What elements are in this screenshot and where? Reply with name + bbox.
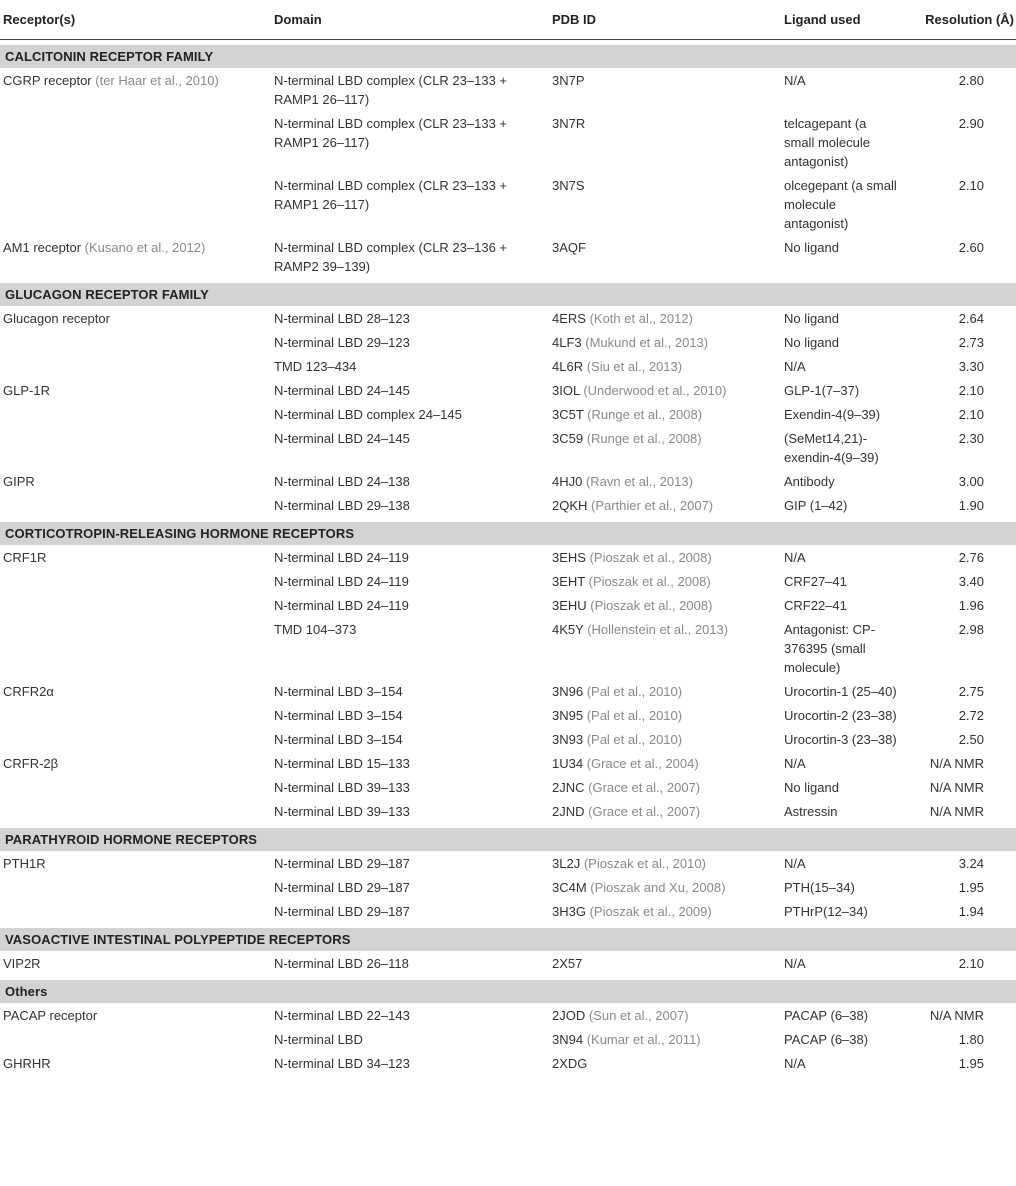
table-row: [0, 875, 1016, 899]
cell-receptor: [0, 71, 274, 90]
pdb-reference: (Kumar et al., 2011): [586, 1032, 701, 1047]
receptor-reference: (ter Haar et al., 2010): [95, 73, 219, 88]
table-row: [0, 951, 1016, 975]
pdb-id: 3N94: [552, 1032, 587, 1047]
table-row: [0, 569, 1016, 593]
cell-pdb-id: [552, 778, 784, 797]
cell-resolution: 2.98: [958, 622, 984, 637]
table-row: [0, 493, 1016, 517]
pdb-id: 3EHT: [552, 574, 589, 589]
receptor-name: PTH1R: [3, 856, 46, 871]
pdb-id: 4LF3: [552, 335, 586, 350]
cell-pdb-id: [552, 706, 784, 725]
section-header: GLUCAGON RECEPTOR FAMILY: [0, 283, 1016, 306]
cell-receptor: [0, 548, 274, 567]
cell-resolution: 2.30: [958, 431, 984, 446]
cell-domain: N-terminal LBD: [274, 1032, 363, 1047]
pdb-reference: (Underwood et al., 2010): [583, 383, 727, 398]
cell-domain: N-terminal LBD complex (CLR 23–133 + RAMP1 26–117): [274, 116, 508, 150]
pdb-id: 3N93: [552, 732, 587, 747]
cell-resolution: 3.30: [958, 359, 984, 374]
cell-ligand: N/A: [784, 956, 806, 971]
cell-pdb-id: [552, 309, 784, 328]
cell-ligand: N/A: [784, 73, 806, 88]
section-header: VASOACTIVE INTESTINAL POLYPEPTIDE RECEPTORS: [0, 928, 1016, 951]
table-row: [0, 851, 1016, 875]
pdb-reference: (Pioszak et al., 2010): [583, 856, 706, 871]
cell-pdb-id: [552, 472, 784, 491]
section-header: CORTICOTROPIN-RELEASING HORMONE RECEPTORS: [0, 522, 1016, 545]
cell-pdb-id: [552, 71, 784, 90]
cell-resolution: 2.75: [958, 684, 984, 699]
cell-pdb-id: [552, 572, 784, 591]
cell-receptor: [0, 954, 274, 973]
cell-ligand: olcegepant (a small molecule antagonist): [784, 178, 897, 231]
receptor-name: CRF1R: [3, 550, 47, 565]
cell-domain: N-terminal LBD 29–187: [274, 904, 410, 919]
cell-domain: N-terminal LBD 29–187: [274, 880, 410, 895]
cell-resolution: 2.50: [958, 732, 984, 747]
cell-resolution: 2.73: [958, 335, 984, 350]
cell-ligand: (SeMet14,21)-exendin-4(9–39): [784, 431, 879, 465]
pdb-reference: (Pioszak et al., 2008): [588, 574, 711, 589]
cell-ligand: PTH(15–34): [784, 880, 855, 895]
cell-pdb-id: [552, 854, 784, 873]
pdb-reference: (Mukund et al., 2013): [585, 335, 709, 350]
cell-domain: N-terminal LBD 29–123: [274, 335, 410, 350]
pdb-id: 4HJ0: [552, 474, 586, 489]
cell-ligand: PACAP (6–38): [784, 1032, 869, 1047]
pdb-reference: (Grace et al., 2004): [586, 756, 699, 771]
receptor-name: GHRHR: [3, 1056, 51, 1071]
cell-domain: N-terminal LBD complex (CLR 23–133 + RAMP1 26–117): [274, 73, 508, 107]
cell-domain: N-terminal LBD 24–145: [274, 431, 410, 446]
pdb-reference: (Runge et al., 2008): [587, 407, 703, 422]
cell-receptor: [0, 1006, 274, 1025]
cell-receptor: [0, 682, 274, 701]
cell-domain: TMD 123–434: [274, 359, 357, 374]
cell-pdb-id: [552, 1054, 784, 1073]
cell-domain: N-terminal LBD 24–138: [274, 474, 410, 489]
cell-ligand: N/A: [784, 756, 806, 771]
cell-domain: N-terminal LBD 39–133: [274, 804, 410, 819]
pdb-id: 2QKH: [552, 498, 592, 513]
cell-resolution: 1.90: [958, 498, 984, 513]
pdb-reference: (Pal et al., 2010): [586, 708, 683, 723]
pdb-reference: (Ravn et al., 2013): [585, 474, 693, 489]
table-row: [0, 306, 1016, 330]
cell-pdb-id: [552, 954, 784, 973]
cell-resolution: 3.40: [958, 574, 984, 589]
cell-resolution: 1.96: [958, 598, 984, 613]
cell-resolution: N/A NMR: [929, 780, 984, 795]
cell-ligand: CRF22–41: [784, 598, 847, 613]
receptor-name: AM1 receptor: [3, 240, 85, 255]
table-row: [0, 703, 1016, 727]
table-row: [0, 545, 1016, 569]
pdb-id: 3N7R: [552, 116, 586, 131]
section-header: CALCITONIN RECEPTOR FAMILY: [0, 45, 1016, 68]
cell-domain: N-terminal LBD 39–133: [274, 780, 410, 795]
pdb-id: 2JND: [552, 804, 589, 819]
pdb-id: 2XDG: [552, 1056, 588, 1071]
cell-resolution: 2.60: [958, 240, 984, 255]
cell-pdb-id: [552, 114, 784, 133]
table-row: [0, 1051, 1016, 1075]
pdb-reference: (Pal et al., 2010): [586, 732, 683, 747]
cell-resolution: 2.10: [958, 956, 984, 971]
pdb-reference: (Pioszak et al., 2009): [589, 904, 712, 919]
pdb-id: 3L2J: [552, 856, 584, 871]
cell-pdb-id: [552, 596, 784, 615]
cell-domain: N-terminal LBD 3–154: [274, 684, 403, 699]
pdb-id: 3N7P: [552, 73, 585, 88]
pdb-id: 1U34: [552, 756, 587, 771]
cell-pdb-id: [552, 902, 784, 921]
cell-ligand: Exendin-4(9–39): [784, 407, 881, 422]
table-row: [0, 330, 1016, 354]
pdb-reference: (Pioszak and Xu, 2008): [590, 880, 726, 895]
cell-pdb-id: [552, 381, 784, 400]
pdb-id: 3EHU: [552, 598, 591, 613]
cell-ligand: Urocortin-2 (23–38): [784, 708, 897, 723]
cell-resolution: N/A NMR: [929, 1008, 984, 1023]
cell-ligand: No ligand: [784, 311, 839, 326]
cell-pdb-id: [552, 357, 784, 376]
cell-domain: N-terminal LBD 29–187: [274, 856, 410, 871]
pdb-id: 3AQF: [552, 240, 586, 255]
table-row: [0, 235, 1016, 278]
cell-pdb-id: [552, 878, 784, 897]
cell-domain: N-terminal LBD 29–138: [274, 498, 410, 513]
cell-domain: N-terminal LBD 24–119: [274, 550, 409, 565]
pdb-reference: (Grace et al., 2007): [588, 804, 701, 819]
pdb-reference: (Sun et al., 2007): [588, 1008, 689, 1023]
cell-receptor: [0, 309, 274, 328]
cell-resolution: 3.00: [958, 474, 984, 489]
receptor-name: Glucagon receptor: [3, 311, 110, 326]
cell-pdb-id: [552, 620, 784, 639]
pdb-reference: (Pal et al., 2010): [586, 684, 683, 699]
cell-domain: N-terminal LBD 24–145: [274, 383, 410, 398]
pdb-id: 3N7S: [552, 178, 585, 193]
cell-pdb-id: [552, 496, 784, 515]
cell-resolution: 1.94: [958, 904, 984, 919]
header-receptor: Receptor(s): [3, 12, 76, 27]
cell-ligand: PACAP (6–38): [784, 1008, 869, 1023]
cell-receptor: [0, 381, 274, 400]
cell-ligand: Antagonist: CP-376395 (small molecule): [784, 622, 876, 675]
cell-domain: N-terminal LBD 24–119: [274, 574, 409, 589]
cell-receptor: [0, 1054, 274, 1073]
pdb-id: 3C5T: [552, 407, 588, 422]
cell-domain: N-terminal LBD 26–118: [274, 956, 409, 971]
cell-resolution: 2.10: [958, 383, 984, 398]
cell-domain: N-terminal LBD 15–133: [274, 756, 410, 771]
table-header: [0, 0, 1016, 40]
table-row: [0, 426, 1016, 469]
table-row: [0, 727, 1016, 751]
pdb-id: 3C59: [552, 431, 587, 446]
receptor-name: PACAP receptor: [3, 1008, 98, 1023]
cell-ligand: Urocortin-1 (25–40): [784, 684, 897, 699]
cell-domain: N-terminal LBD complex (CLR 23–136 + RAMP2 39–139): [274, 240, 508, 274]
section-header: PARATHYROID HORMONE RECEPTORS: [0, 828, 1016, 851]
cell-pdb-id: [552, 1030, 784, 1049]
cell-domain: N-terminal LBD complex 24–145: [274, 407, 462, 422]
cell-pdb-id: [552, 802, 784, 821]
table-row: [0, 402, 1016, 426]
receptor-reference: (Kusano et al., 2012): [84, 240, 206, 255]
cell-ligand: GIP (1–42): [784, 498, 848, 513]
cell-domain: N-terminal LBD 24–119: [274, 598, 409, 613]
cell-domain: N-terminal LBD complex (CLR 23–133 + RAMP1 26–117): [274, 178, 508, 212]
cell-ligand: PTHrP(12–34): [784, 904, 868, 919]
pdb-id: 3IOL: [552, 383, 584, 398]
cell-pdb-id: [552, 176, 784, 195]
cell-ligand: CRF27–41: [784, 574, 847, 589]
header-resolution: Resolution (Å): [925, 12, 1014, 27]
receptor-name: CRFR2α: [3, 684, 54, 699]
cell-resolution: 2.72: [958, 708, 984, 723]
cell-ligand: N/A: [784, 1056, 806, 1071]
cell-receptor: [0, 754, 274, 773]
header-pdb-id: PDB ID: [552, 12, 597, 27]
table-row: [0, 173, 1016, 235]
cell-resolution: 1.80: [958, 1032, 984, 1047]
cell-pdb-id: [552, 238, 784, 257]
cell-domain: N-terminal LBD 3–154: [274, 732, 403, 747]
cell-domain: TMD 104–373: [274, 622, 357, 637]
pdb-reference: (Pioszak et al., 2008): [589, 550, 712, 565]
cell-ligand: telcagepant (a small molecule antagonist): [784, 116, 870, 169]
table-row: [0, 1027, 1016, 1051]
cell-resolution: N/A NMR: [929, 756, 984, 771]
pdb-reference: (Grace et al., 2007): [588, 780, 701, 795]
pdb-id: 2JOD: [552, 1008, 589, 1023]
table-row: [0, 469, 1016, 493]
cell-domain: N-terminal LBD 3–154: [274, 708, 403, 723]
cell-ligand: GLP-1(7–37): [784, 383, 860, 398]
cell-ligand: N/A: [784, 856, 806, 871]
cell-resolution: 2.10: [958, 407, 984, 422]
cell-ligand: No ligand: [784, 780, 839, 795]
table-row: [0, 617, 1016, 679]
pdb-reference: (Pioszak et al., 2008): [590, 598, 713, 613]
cell-ligand: Urocortin-3 (23–38): [784, 732, 897, 747]
receptor-name: VIP2R: [3, 956, 41, 971]
cell-pdb-id: [552, 333, 784, 352]
receptor-name: GLP-1R: [3, 383, 50, 398]
pdb-id: 3EHS: [552, 550, 590, 565]
table-row: [0, 68, 1016, 111]
cell-domain: N-terminal LBD 28–123: [274, 311, 410, 326]
cell-pdb-id: [552, 429, 784, 448]
cell-domain: N-terminal LBD 34–123: [274, 1056, 410, 1071]
pdb-id: 3N96: [552, 684, 587, 699]
cell-ligand: N/A: [784, 359, 806, 374]
table-body: [0, 45, 1016, 1075]
receptor-name: CGRP receptor: [3, 73, 96, 88]
cell-ligand: No ligand: [784, 240, 839, 255]
cell-receptor: [0, 238, 274, 257]
receptor-name: CRFR-2β: [3, 756, 59, 771]
cell-resolution: N/A NMR: [929, 804, 984, 819]
cell-resolution: 2.76: [958, 550, 984, 565]
table-row: [0, 751, 1016, 775]
cell-ligand: Antibody: [784, 474, 835, 489]
table-row: [0, 799, 1016, 823]
cell-pdb-id: [552, 754, 784, 773]
header-ligand: Ligand used: [784, 12, 861, 27]
cell-resolution: 3.24: [958, 856, 984, 871]
header-domain: Domain: [274, 12, 322, 27]
cell-resolution: 1.95: [958, 880, 984, 895]
pdb-reference: (Koth et al., 2012): [589, 311, 693, 326]
pdb-id: 3N95: [552, 708, 587, 723]
table-row: [0, 378, 1016, 402]
cell-ligand: Astressin: [784, 804, 838, 819]
pdb-reference: (Hollenstein et al., 2013): [587, 622, 729, 637]
cell-resolution: 2.90: [958, 116, 984, 131]
cell-receptor: [0, 472, 274, 491]
pdb-id: 4ERS: [552, 311, 590, 326]
table-row: [0, 593, 1016, 617]
pdb-id: 4L6R: [552, 359, 587, 374]
cell-ligand: N/A: [784, 550, 806, 565]
cell-pdb-id: [552, 682, 784, 701]
cell-pdb-id: [552, 1006, 784, 1025]
cell-resolution: 2.64: [958, 311, 984, 326]
cell-resolution: 1.95: [958, 1056, 984, 1071]
table-row: [0, 1003, 1016, 1027]
receptor-name: GIPR: [3, 474, 35, 489]
table-row: [0, 111, 1016, 173]
cell-receptor: [0, 854, 274, 873]
pdb-reference: (Siu et al., 2013): [586, 359, 683, 374]
table-row: [0, 775, 1016, 799]
pdb-reference: (Runge et al., 2008): [586, 431, 702, 446]
pdb-id: 2JNC: [552, 780, 589, 795]
pdb-id: 3C4M: [552, 880, 591, 895]
cell-pdb-id: [552, 405, 784, 424]
table-row: [0, 354, 1016, 378]
pdb-id: 3H3G: [552, 904, 590, 919]
pdb-id: 2X57: [552, 956, 583, 971]
table-row: [0, 899, 1016, 923]
pdb-reference: (Parthier et al., 2007): [591, 498, 714, 513]
cell-domain: N-terminal LBD 22–143: [274, 1008, 410, 1023]
cell-resolution: 2.80: [958, 73, 984, 88]
cell-resolution: 2.10: [958, 178, 984, 193]
cell-pdb-id: [552, 730, 784, 749]
pdb-id: 4K5Y: [552, 622, 588, 637]
cell-pdb-id: [552, 548, 784, 567]
cell-ligand: No ligand: [784, 335, 839, 350]
table-row: [0, 679, 1016, 703]
section-header: Others: [0, 980, 1016, 1003]
